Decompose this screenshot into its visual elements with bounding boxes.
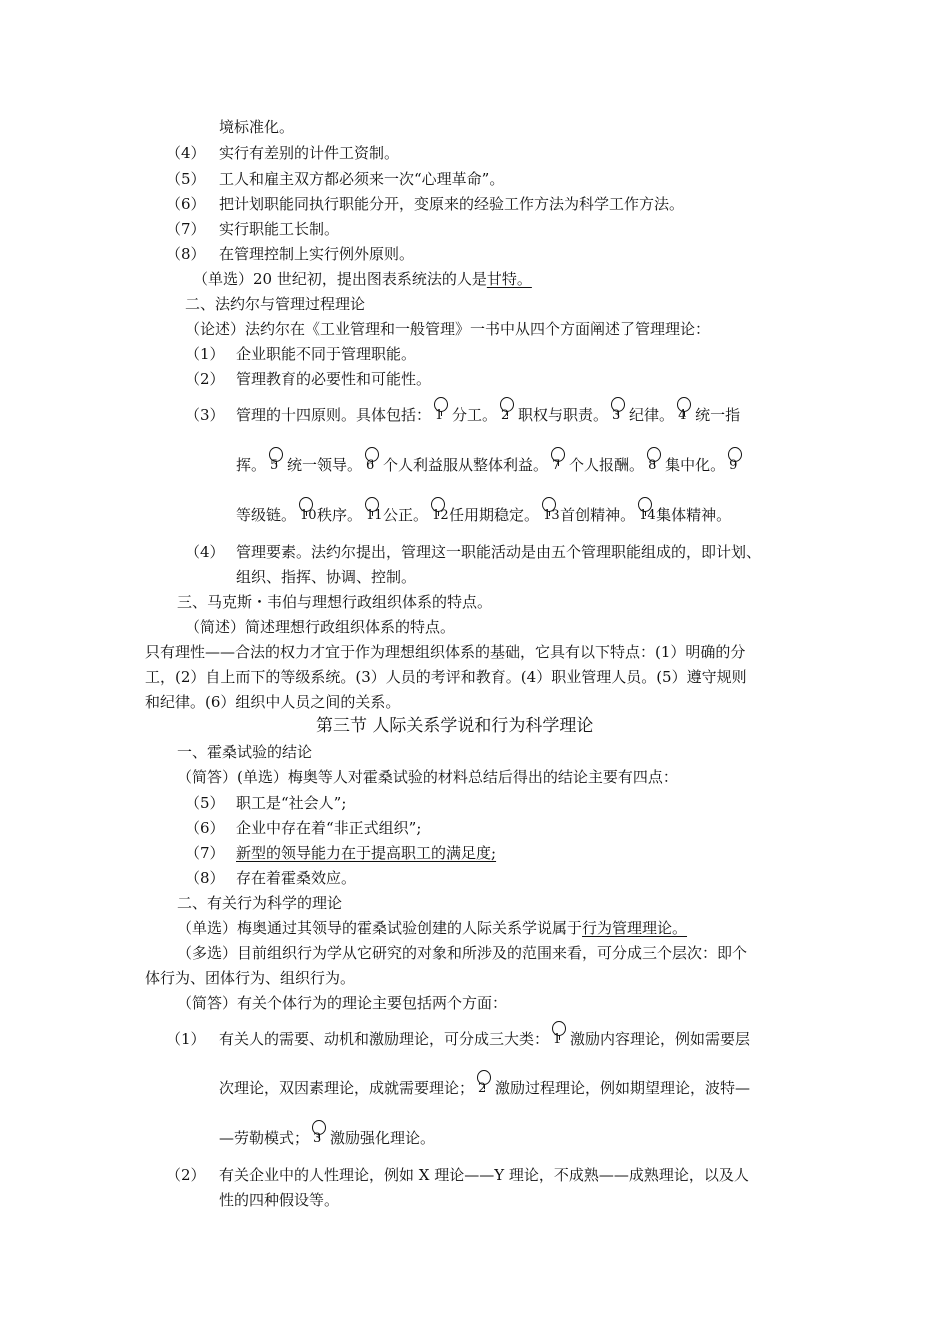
paragraph: （论述）法约尔在《工业管理和一般管理》一书中从四个方面阐述了管理理论： — [185, 320, 711, 338]
subheading: 二、法约尔与管理过程理论 — [185, 295, 366, 313]
principle-text: 个人利益服从整体利益。 — [383, 456, 549, 474]
principle-text: 公正。 — [383, 506, 429, 524]
list-number: （5） — [166, 170, 206, 188]
subheading: 三、马克斯・韦伯与理想行政组织体系的特点。 — [177, 593, 493, 611]
list-item: 企业中存在着“非正式组织”; — [236, 819, 422, 837]
list-number: （1） — [166, 1030, 206, 1048]
section-title: 第三节 人际关系学说和行为科学理论 — [316, 716, 594, 736]
list-number: （7） — [166, 220, 206, 238]
list-number: （5） — [185, 794, 225, 812]
question-multi-choice: （多选）目前组织行为学从它研究的对象和所涉及的范围来看，可分成三个层次：即个 — [177, 944, 748, 962]
paragraph: 工，(2）自上而下的等级系统。(3）人员的考评和教育。(4）职业管理人员。(5）遵守规则 — [145, 668, 747, 686]
paragraph: （简述）简述理想行政组织体系的特点。 — [185, 618, 456, 636]
circled-number-icon: 6 — [365, 456, 381, 472]
principle-text: 任用期稳定。 — [449, 506, 540, 524]
list-item: 企业职能不同于管理职能。 — [236, 345, 417, 363]
principle-text: 分工。 — [452, 406, 498, 424]
principle-text: 个人报酬。 — [569, 456, 645, 474]
list-item: 工人和雇主双方都必须来一次“心理革命”。 — [219, 170, 505, 188]
principle-text: 集体精神。 — [656, 506, 732, 524]
question-text: （单选）20 世纪初，提出图表系统法的人是 — [193, 270, 487, 288]
list-item-underlined: 新型的领导能力在于提高职工的满足度; — [236, 844, 497, 862]
list-item-continued: 性的四种假设等。 — [219, 1191, 340, 1209]
principle-text: 纪律。 — [629, 406, 675, 424]
list-number: （2） — [185, 370, 225, 388]
question-text: （单选）梅奥通过其领导的霍桑试验创建的人际关系学说属于 — [177, 919, 583, 937]
circled-number-icon: 3 — [611, 406, 627, 422]
list-number: （2） — [166, 1166, 206, 1184]
list-item-text: 激励内容理论，例如需要层 — [570, 1030, 751, 1048]
principle-text: 首创精神。 — [560, 506, 636, 524]
list-item: 管理的十四原则。具体包括： — [236, 406, 432, 424]
answer-underlined: 行为管理理论。 — [582, 919, 688, 937]
principle-text: 挥。 — [236, 456, 267, 474]
answer-underlined: 甘特。 — [486, 270, 532, 288]
list-number: （6） — [185, 819, 225, 837]
list-item: 把计划职能同执行职能分开，变原来的经验工作方法为科学工作方法。 — [219, 195, 685, 213]
list-number: （8） — [166, 245, 206, 263]
principle-text: 统一指 — [695, 406, 741, 424]
list-item: 实行有差别的计件工资制。 — [219, 144, 400, 162]
paragraph: 和纪律。(6）组织中人员之间的关系。 — [145, 693, 401, 711]
circled-number-icon: 4 — [677, 406, 693, 422]
circled-number-icon: 10 — [299, 506, 315, 522]
list-item: 管理要素。法约尔提出，管理这一职能活动是由五个管理职能组成的，即计划、 — [236, 543, 762, 561]
paragraph: （简答）(单选）梅奥等人对霍桑试验的材料总结后得出的结论主要有四点： — [177, 768, 678, 786]
list-item: 职工是“社会人”; — [236, 794, 347, 812]
circled-number-icon: 2 — [500, 406, 516, 422]
subheading: 二、有关行为科学的理论 — [177, 894, 343, 912]
principles-line — [236, 406, 740, 424]
list-item-text: 激励强化理论。 — [330, 1129, 436, 1147]
circled-number-icon: 7 — [551, 456, 567, 472]
list-item-text: 激励过程理论，例如期望理论，波特— — [495, 1079, 751, 1097]
list-item-continued: 组织、指挥、协调、控制。 — [236, 568, 417, 586]
circled-number-icon: 1 — [434, 406, 450, 422]
question-single-choice — [177, 919, 687, 937]
list-item: 存在着霍桑效应。 — [236, 869, 357, 887]
question-short-answer: （简答）有关个体行为的理论主要包括两个方面： — [177, 994, 508, 1012]
list-item: 在管理控制上实行例外原则。 — [219, 245, 415, 263]
subheading: 一、霍桑试验的结论 — [177, 743, 313, 761]
list-number: （4） — [166, 144, 206, 162]
question-multi-choice-continued: 体行为、团体行为、组织行为。 — [145, 969, 356, 987]
list-item: 管理教育的必要性和可能性。 — [236, 370, 432, 388]
circled-number-icon: 5 — [269, 456, 285, 472]
circled-number-icon: 14 — [638, 506, 654, 522]
text-line: 境标准化。 — [219, 118, 295, 136]
circled-number-icon: 12 — [431, 506, 447, 522]
list-item-text: 次理论，双因素理论，成就需要理论； — [219, 1079, 475, 1097]
list-item: 有关企业中的人性理论，例如 X 理论——Y 理论，不成熟——成熟理论，以及人 — [219, 1166, 749, 1184]
circled-number-icon: 3 — [312, 1129, 328, 1145]
list-item-text: 有关人的需要、动机和激励理论，可分成三大类： — [219, 1030, 550, 1048]
list-item — [219, 1030, 750, 1048]
circled-number-icon: 11 — [365, 506, 381, 522]
principle-text: 等级链。 — [236, 506, 297, 524]
list-number: （8） — [185, 869, 225, 887]
principles-line — [236, 506, 731, 524]
circled-number-icon: 1 — [552, 1030, 568, 1046]
circled-number-icon: 9 — [728, 456, 744, 472]
list-item-text: —劳勒模式； — [219, 1129, 310, 1147]
list-number: （6） — [166, 195, 206, 213]
list-item-continued — [219, 1079, 750, 1097]
principle-text: 统一领导。 — [287, 456, 363, 474]
circled-number-icon: 8 — [647, 456, 663, 472]
principle-text: 职权与职责。 — [518, 406, 609, 424]
question-single-choice — [193, 270, 532, 288]
principle-text: 秩序。 — [317, 506, 363, 524]
list-number: （7） — [185, 844, 225, 862]
paragraph: 只有理性——合法的权力才宜于作为理想组织体系的基础，它具有以下特点：(1）明确的分 — [145, 643, 746, 661]
circled-number-icon: 13 — [542, 506, 558, 522]
principles-line — [236, 456, 746, 474]
list-item: 实行职能工长制。 — [219, 220, 340, 238]
list-number: （3） — [185, 406, 225, 424]
list-item-continued — [219, 1129, 435, 1147]
list-number: （1） — [185, 345, 225, 363]
principle-text: 集中化。 — [665, 456, 726, 474]
list-number: （4） — [185, 543, 225, 561]
circled-number-icon: 2 — [477, 1079, 493, 1095]
